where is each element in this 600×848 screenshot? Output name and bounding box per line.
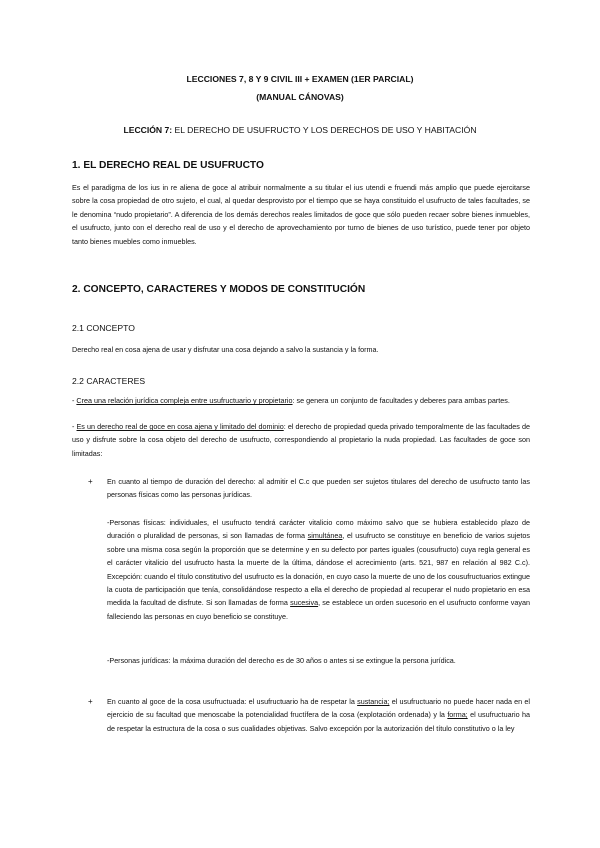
bullet-1-symbol: +	[88, 477, 93, 486]
personas-fisicas-simultanea: simultánea	[307, 531, 343, 541]
personas-fisicas-paragraph	[107, 516, 530, 623]
caracter-item-1	[72, 394, 530, 407]
bullet-1-text: En cuanto al tiempo de duración del derecho: al admitir el C.c que pueden ser sujetos titulares del derecho de usufructo tanto las personas físicas como las personas jurídicas.	[107, 477, 530, 500]
personas-fisicas-text-c: , se establece un orden sucesorio en el usufructo conforme vayan falleciendo las personas en cuyo beneficio se constituye.	[107, 598, 530, 621]
caracter-item-2-prefix: -	[72, 422, 77, 431]
bullet-2-text	[107, 695, 530, 735]
bullet-2-text-c: el usufructuario ha de respetar la estructura de la cosa o sus cualidades objetivas. Salvo excepción por la autorización del título constitutivo o la ley	[107, 710, 530, 733]
caracter-item-2	[72, 420, 530, 460]
concepto-text: Derecho real en cosa ajena de usar y disfrutar una cosa dejando a salvo la sustancia y la forma.	[72, 345, 379, 354]
caracter-item-1-prefix: -	[72, 396, 77, 405]
section-1-heading: 1. EL DERECHO REAL DE USUFRUCTO	[72, 160, 264, 171]
caracter-item-1-text: : se genera un conjunto de facultades y deberes para ambas partes.	[292, 396, 510, 405]
bullet-2-text-b: el usufructuario no puede hacer nada en el ejercicio de su facultad que menoscabe la potencialidad fructífera de la cosa (explotación ordenada) y la	[107, 697, 530, 720]
personas-fisicas-sucesiva: sucesiva	[290, 598, 319, 608]
personas-juridicas-paragraph: -Personas jurídicas: la máxima duración del derecho es de 30 años o antes si se extingue la persona jurídica.	[107, 656, 456, 665]
caracteres-heading: 2.2 CARACTERES	[72, 376, 146, 386]
document-title-line-2: (MANUAL CÁNOVAS)	[256, 92, 344, 102]
personas-fisicas-text-a: -Personas físicas: individuales, el usufructo tendrá carácter vitalicio como máximo salvo que se hubiera establecido plazo de duración o pluralidad de personas, si son llamadas de forma	[107, 518, 530, 541]
caracter-item-2-text: : el derecho de propiedad queda privado temporalmente de las facultades de uso y disfrute sobre la cosa objeto del derecho de usufructo, correspondiendo al propietario la nuda propiedad. Las facultades de goce son limitadas:	[72, 422, 530, 458]
concepto-heading: 2.1 CONCEPTO	[72, 323, 135, 333]
lesson-label: LECCIÓN 7:	[123, 125, 173, 135]
lesson-title	[60, 125, 540, 135]
caracter-item-1-underlined: Crea una relación jurídica compleja entre usufructuario y propietario	[76, 396, 293, 405]
section-1-paragraph: Es el paradigma de los ius in re aliena de goce al atribuir normalmente a su titular el ius utendi e fruendi más amplio que puede ejercitarse sobre la cosa propiedad de otro sujeto, el cual, al quedar desprovisto por el tiempo que se haya constituido el usufructo de tales facultades, se le denomina “nudo propietario”. A diferencia de los demás derechos reales limitados de goce que sólo pueden recaer sobre bienes inmuebles, el usufructo, junto con el derecho real de uso y el derecho de aprovechamiento por turno de bienes de uso turístico, puede tener por objeto tanto bienes muebles como inmuebles.	[72, 183, 530, 246]
document-title-line-1: LECCIONES 7, 8 Y 9 CIVIL III + EXAMEN (1ER PARCIAL)	[186, 74, 414, 84]
lesson-title-text: EL DERECHO DE USUFRUCTO Y LOS DERECHOS DE USO Y HABITACIÓN	[172, 125, 477, 135]
personas-fisicas-text-b: , el usufructo se constituye en beneficio de varios sujetos sobre una misma cosa según la proporción que se determine y en su defecto por partes iguales (cousufructo) cuya regla general es el carácter vitalicio del usufructo hasta la muerte de la última, dándose el acrecimiento (arts. 521, 987 en relación al 982 C.c). Excepción: cuando el título constitutivo del usufructo es la donación, en cuyo caso la muerte de uno de los cousufructuarios extingue la cuota de participación que tenía, consolidándose respecto a ella el derecho de propiedad al recuperar el nudo propietario en esa medida la facultad de disfrute. Si son llamadas de forma	[107, 531, 530, 608]
bullet-2-forma: forma;	[447, 710, 468, 720]
bullet-2-symbol: +	[88, 697, 93, 706]
bullet-2-text-a: En cuanto al goce de la cosa usufructuada: el usufructuario ha de respetar la	[107, 697, 358, 706]
bullet-2-sustancia: sustancia;	[357, 697, 390, 706]
caracter-item-2-underlined: Es un derecho real de goce en cosa ajena y limitado del dominio	[76, 422, 284, 431]
section-2-heading: 2. CONCEPTO, CARACTERES Y MODOS DE CONSTITUCIÓN	[72, 284, 366, 295]
